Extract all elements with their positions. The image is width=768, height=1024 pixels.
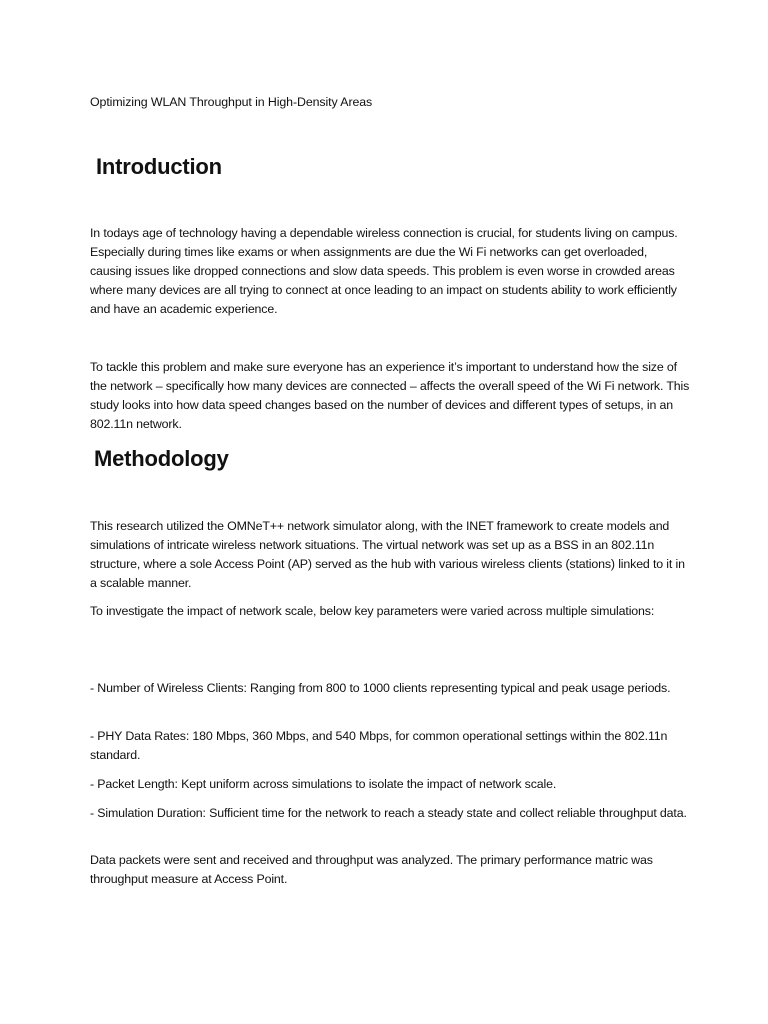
introduction-paragraph-2: To tackle this problem and make sure everyone has an experience it’s important to understand how the size of the network – specifically how many devices are connected – affects the overall speed of the Wi Fi network. This study looks into how data speed changes based on the number of devices and different types of setups, in an 802.11n network.: [90, 360, 690, 431]
methodology-paragraph-1: This research utilized the OMNeT++ network simulator along, with the INET framework to create models and simulations of intricate wireless network situations. The virtual network was set up as a BSS in an 802.11n structure, where a sole Access Point (AP) served as the hub with various wireless clients (stations) linked to it in a scalable manner.: [90, 519, 685, 590]
methodology-closing-paragraph: Data packets were sent and received and throughput was analyzed. The primary performance matric was throughput measure at Access Point.: [90, 853, 653, 886]
parameter-item-packet-length: - Packet Length: Kept uniform across simulations to isolate the impact of network scale.: [90, 777, 557, 791]
parameter-item-duration: - Simulation Duration: Sufficient time for the network to reach a steady state and collect reliable throughput data.: [90, 806, 687, 820]
document-title: Optimizing WLAN Throughput in High-Density Areas: [90, 95, 373, 109]
parameter-item-clients: - Number of Wireless Clients: Ranging from 800 to 1000 clients representing typical and peak usage periods.: [90, 681, 671, 695]
introduction-heading: Introduction: [96, 154, 222, 179]
introduction-paragraph-1: In todays age of technology having a dependable wireless connection is crucial, for students living on campus. Especially during times like exams or when assignments are due the Wi Fi networks can get overloaded, causing issues like dropped connections and slow data speeds. This problem is even worse in crowded areas where many devices are all trying to connect at once leading to an impact on students ability to work efficiently and have an academic experience.: [90, 226, 678, 316]
parameter-item-phy-rates: - PHY Data Rates: 180 Mbps, 360 Mbps, and 540 Mbps, for common operational settings within the 802.11n standard.: [90, 729, 668, 762]
methodology-heading: Methodology: [94, 446, 229, 471]
methodology-paragraph-2: To investigate the impact of network scale, below key parameters were varied across multiple simulations:: [90, 604, 655, 618]
